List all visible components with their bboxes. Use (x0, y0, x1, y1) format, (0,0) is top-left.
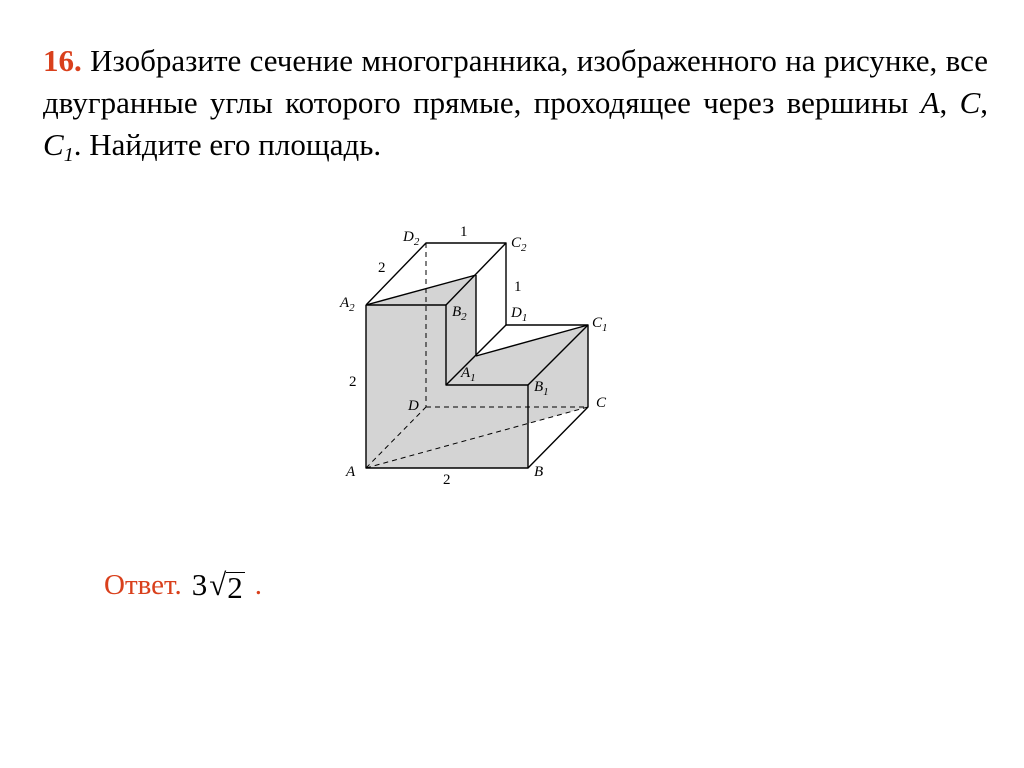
polyhedron-diagram (330, 210, 650, 500)
radical-sign: √ (209, 567, 227, 602)
vertex-c1: $C_1$ (43, 127, 74, 166)
problem-text-after: . Найдите его площадь. (73, 127, 382, 162)
answer (104, 560, 262, 610)
label-b2: $B_2$ (452, 304, 467, 323)
label-d: D (408, 398, 419, 414)
label-c2: $C_2$ (511, 235, 527, 254)
label-a1: $A_1$ (461, 365, 476, 384)
length-a-b: 2 (443, 472, 451, 488)
label-d2: $D_2$ (403, 229, 420, 248)
problem-text-before: Изобразите сечение многогранника, изображенного на рисунке, все двугранные углы которого прямые, проходящее через вершины (43, 43, 988, 120)
sqrt-expression (209, 567, 245, 603)
answer-value (192, 567, 245, 603)
label-b1: $B_1$ (534, 379, 549, 398)
length-a-a2: 2 (349, 374, 357, 390)
length-a2-d2: 2 (378, 260, 386, 276)
radicand: 2 (227, 570, 243, 605)
problem-number: 16. (43, 43, 82, 78)
label-a2: $A_2$ (340, 295, 355, 314)
answer-coefficient: 3 (191, 567, 208, 602)
length-d2-c2: 1 (460, 224, 468, 240)
vertex-c: C (959, 85, 981, 120)
polyhedron-figure (330, 210, 650, 500)
label-b: B (534, 464, 544, 480)
length-c2-d1: 1 (514, 279, 522, 295)
label-d1: $D_1$ (511, 305, 528, 324)
answer-dot: . (254, 568, 263, 601)
label-c: C (596, 395, 607, 411)
label-c1: $C_1$ (592, 315, 608, 334)
label-a: A (346, 464, 356, 480)
answer-label: Ответ. (104, 568, 182, 601)
problem-statement: 16. Изобразите сечение многогранника, изображенного на рисунке, все двугранные углы которого прямые, проходящее через вершины A, C, $C_1$. Найдите его площадь. (43, 43, 989, 166)
vertex-a: A (920, 85, 940, 120)
